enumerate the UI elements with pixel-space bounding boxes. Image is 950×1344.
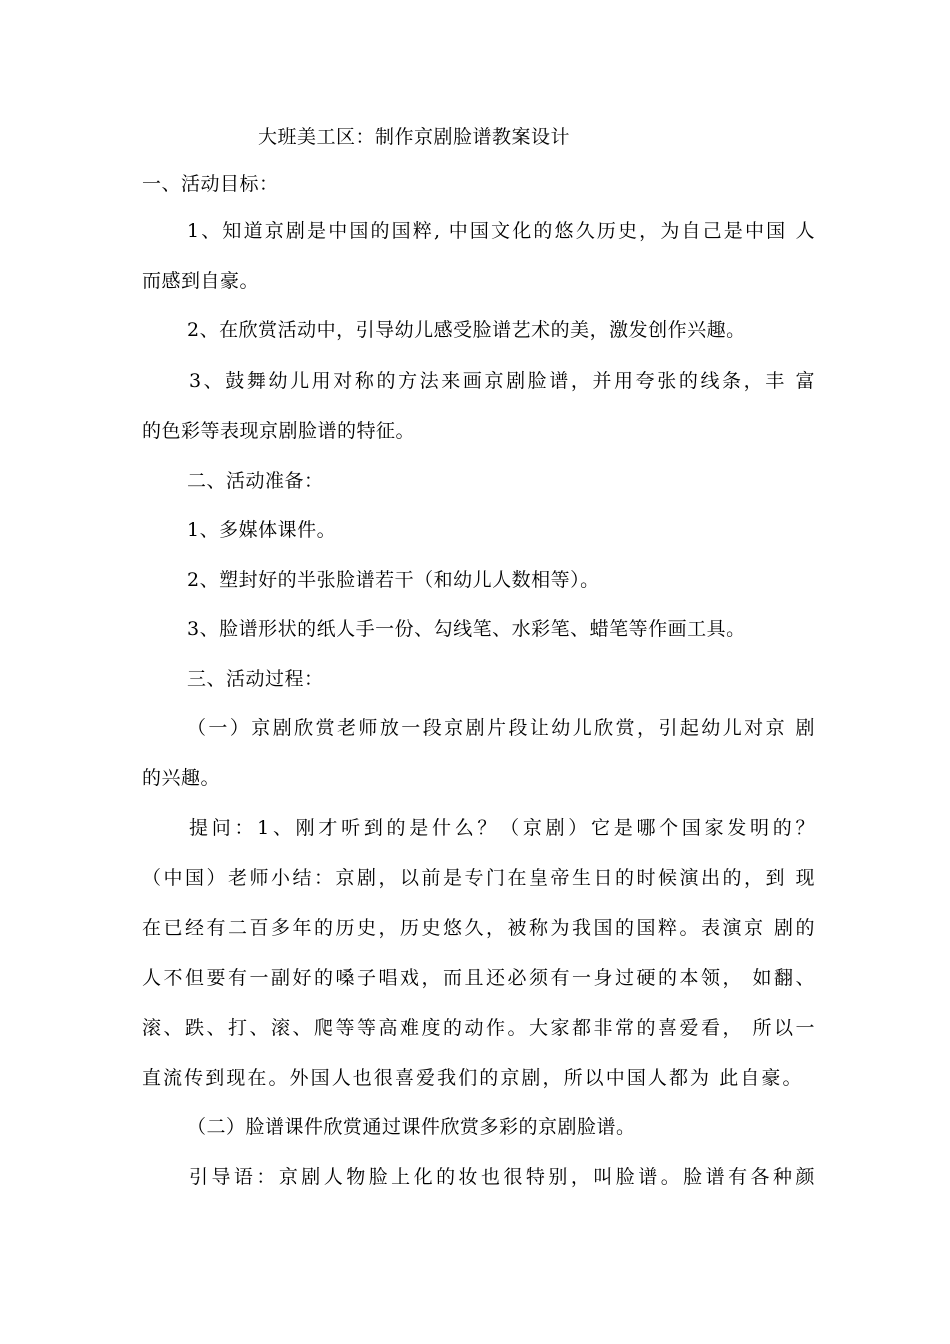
paragraph-line: 1、知道京剧是中国的国粹, 中国文化的悠久历史，为自己是中国 人: [187, 220, 815, 242]
paragraph-line: 1、多媒体课件。: [187, 519, 337, 541]
paragraph-line: 直流传到现在。外国人也很喜爱我们的京剧，所以中国人都为 此自豪。: [142, 1067, 802, 1089]
section-heading-objectives: 一、活动目标：: [142, 173, 279, 195]
paragraph-line: （二）脸谱课件欣赏通过课件欣赏多彩的京剧脸谱。: [187, 1116, 636, 1138]
paragraph-line: （中国）老师小结：京剧，以前是专门在皇帝生日的时候演出的，到 现: [142, 867, 815, 889]
paragraph-line: 的兴趣。: [142, 767, 221, 789]
paragraph-line: 2、在欣赏活动中，引导幼儿感受脸谱艺术的美，激发创作兴趣。: [187, 319, 746, 341]
paragraph-line: 的色彩等表现京剧脸谱的特征。: [142, 420, 416, 442]
paragraph-line: 滚、跌、打、滚、爬等等高难度的动作。大家都非常的喜爱看， 所以一: [142, 1017, 815, 1039]
document-title: 大班美工区：制作京剧脸谱教案设计: [258, 126, 571, 148]
paragraph-line: 2、塑封好的半张脸谱若干（和幼儿人数相等）。: [187, 569, 600, 591]
paragraph-line: 引导语：京剧人物脸上化的妆也很特别，叫脸谱。脸谱有各种颜: [189, 1166, 815, 1188]
paragraph-line: 在已经有二百多年的历史，历史悠久，被称为我国的国粹。表演京 剧的: [142, 917, 815, 939]
section-heading-process: 三、活动过程：: [187, 668, 324, 690]
paragraph-line: 人不但要有一副好的嗓子唱戏，而且还必须有一身过硬的本领， 如翻、: [142, 967, 815, 989]
paragraph-line: （一）京剧欣赏老师放一段京剧片段让幼儿欣赏，引起幼儿对京 剧: [187, 717, 815, 739]
paragraph-line: 而感到自豪。: [142, 270, 260, 292]
paragraph-line: 提问：1、刚才听到的是什么？（京剧）它是哪个国家发明的？: [189, 817, 815, 839]
paragraph-line: 3、脸谱形状的纸人手一份、勾线笔、水彩笔、蜡笔等作画工具。: [187, 618, 746, 640]
paragraph-line: 3、鼓舞幼儿用对称的方法来画京剧脸谱，并用夸张的线条，丰 富: [189, 370, 815, 392]
section-heading-preparation: 二、活动准备：: [187, 470, 324, 492]
